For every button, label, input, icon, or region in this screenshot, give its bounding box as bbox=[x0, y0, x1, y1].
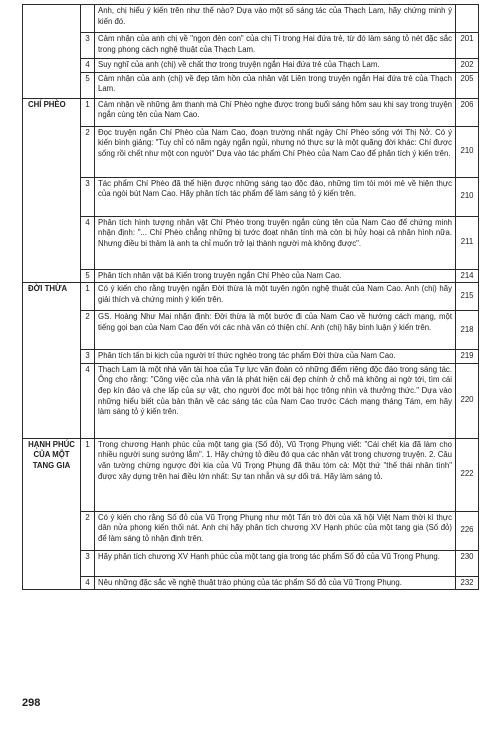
question-number bbox=[81, 5, 95, 33]
question-number: 1 bbox=[81, 98, 95, 126]
table-row bbox=[23, 269, 479, 283]
question-number: 5 bbox=[81, 269, 95, 283]
page-ref: 218 bbox=[456, 311, 479, 350]
question-text: Cảm nhận của anh (chị) về đẹp tâm hồn của nhân vật Liên trong truyện ngắn Hai đứa trẻ của Thạch Lam. bbox=[95, 72, 456, 98]
question-text: Có ý kiến cho rằng Số đỏ của Vũ Trọng Phụng như một Tấn trò đời của xã hội Việt Nam thời kì thực dân nửa phong kiến thối nát. Anh chị hãy phân tích chương XV Hạnh phúc của một tang gia (Số đỏ) để làm sáng tỏ nhận định trên. bbox=[95, 511, 456, 550]
table-row bbox=[23, 438, 479, 511]
table-row bbox=[23, 311, 479, 350]
question-text: Thạch Lam là một nhà văn tài hoa của Tự lực văn đoàn có những điểm riêng độc đáo trong sáng tác. Ông cho rằng: "Công việc của nhà văn là phát hiện cái đẹp chính ở chỗ mà không ai ngờ tới, tìm cái đẹp kín đáo và che lấp của sự vật, cho người đọc một bài học trông nhìn và thưởng thức." Dựa vào những hiểu biết của bản thân về các sáng tác của Nam Cao trước Cách mạng tháng Tám, em hãy làm sáng tỏ ý kiến trên. bbox=[95, 363, 456, 438]
page-ref: 214 bbox=[456, 269, 479, 283]
question-text: Trong chương Hạnh phúc của một tang gia (Số đỏ), Vũ Trọng Phụng viết: "Cái chết kia đã làm cho nhiều người sung sướng lắm". 1. Hãy chứng tỏ điều đó qua các nhân vật trong chương truyện. 2. Câu văn tường chừng ngược đời kia của Vũ Trọng Phụng đã thâu tóm cả: Một thứ "thế thái nhân tình" được xây dựng trên hai điều lớn nhất: Sự tan nhẫn và sự dối trá. Hãy làm sáng tỏ. bbox=[95, 438, 456, 511]
question-text: Suy nghĩ của anh (chị) về chất thơ trong truyện ngắn Hai đứa trẻ của Thạch Lam. bbox=[95, 59, 456, 73]
question-number: 4 bbox=[81, 576, 95, 590]
page-ref: 226 bbox=[456, 511, 479, 550]
table-row bbox=[23, 59, 479, 73]
table-row bbox=[23, 98, 479, 126]
question-number: 3 bbox=[81, 33, 95, 59]
question-text: Hãy phân tích chương XV Hạnh phúc của một tang gia trong tác phẩm Số đỏ của Vũ Trọng Phụng. bbox=[95, 550, 456, 576]
question-number: 4 bbox=[81, 216, 95, 269]
table-row bbox=[23, 363, 479, 438]
page-ref: 201 bbox=[456, 33, 479, 59]
table-row bbox=[23, 72, 479, 98]
table-row bbox=[23, 216, 479, 269]
section-title bbox=[23, 5, 81, 99]
table-row bbox=[23, 126, 479, 177]
question-number: 5 bbox=[81, 72, 95, 98]
page-ref: 232 bbox=[456, 576, 479, 590]
question-number: 1 bbox=[81, 438, 95, 511]
question-text: Tác phẩm Chí Phèo đã thể hiện được những sáng tạo độc đáo, những tìm tòi mới mẻ về hiện thực của ngòi bút Nam Cao. Hãy phân tích tác phẩm để làm sáng tỏ ý kiến trên. bbox=[95, 177, 456, 216]
page-ref: 215 bbox=[456, 283, 479, 311]
table-row bbox=[23, 33, 479, 59]
section-title: CHÍ PHÈO bbox=[23, 98, 81, 283]
table-row bbox=[23, 350, 479, 364]
question-number: 3 bbox=[81, 550, 95, 576]
question-text: Phân tích tấn bi kịch của người trí thức nghèo trong tác phẩm Đời thừa của Nam Cao. bbox=[95, 350, 456, 364]
question-text: Có ý kiến cho rằng truyện ngắn Đời thừa là một tuyên ngôn nghệ thuật của Nam Cao. Anh (chị) hãy giải thích và chứng minh ý kiến trên. bbox=[95, 283, 456, 311]
question-number: 2 bbox=[81, 126, 95, 177]
question-text: Phân tích hình tượng nhân vật Chí Phèo trong truyện ngắn cùng tên của Nam Cao để chứng minh nhận định: "... Chí Phèo chẳng những bị tước đoạt nhân tính mà còn bị hủy hoại cả nhân hình nữa. Nhưng điều bi thảm là anh ta chỉ muốn trở lại thành người mà không được". bbox=[95, 216, 456, 269]
question-number: 4 bbox=[81, 59, 95, 73]
table-row bbox=[23, 283, 479, 311]
table-of-contents bbox=[22, 4, 479, 590]
page-ref: 220 bbox=[456, 363, 479, 438]
section-title: HẠNH PHÚC CỦA MỘT TANG GIA bbox=[23, 438, 81, 590]
question-text: Anh, chị hiểu ý kiến trên như thế nào? Dựa vào một số sáng tác của Thạch Lam, hãy chứng minh ý kiến đó. bbox=[95, 5, 456, 33]
table-row bbox=[23, 576, 479, 590]
question-text: Nêu những đặc sắc về nghệ thuật trào phúng của tác phẩm Số đỏ của Vũ Trọng Phụng. bbox=[95, 576, 456, 590]
page-ref: 210 bbox=[456, 177, 479, 216]
question-number: 3 bbox=[81, 177, 95, 216]
page-ref: 206 bbox=[456, 98, 479, 126]
page-ref: 205 bbox=[456, 72, 479, 98]
question-number: 4 bbox=[81, 363, 95, 438]
question-text: Đọc truyện ngắn Chí Phèo của Nam Cao, đoạn trường nhất ngày Chí Phèo sống với Thị Nở. Có ý kiến bình giảng: "Tuy chỉ có năm ngày ngắn ngủi, nhưng nó thực sự là một quãng đời khác: Chí được sống rồi chết như một con người" Dựa vào tác phẩm Chí Phèo của Nam Cao để phân tích ý kiến trên. bbox=[95, 126, 456, 177]
question-number: 3 bbox=[81, 350, 95, 364]
question-text: Cảm nhận về những âm thanh mà Chí Phèo nghe được trong buổi sáng hôm sau khi say trong truyện ngắn cùng tên của Nam Cao. bbox=[95, 98, 456, 126]
table-row bbox=[23, 5, 479, 33]
page-ref: 202 bbox=[456, 59, 479, 73]
page-ref bbox=[456, 5, 479, 33]
section-title: ĐỜI THỪA bbox=[23, 283, 81, 439]
question-text: Phân tích nhân vật bá Kiến trong truyện ngắn Chí Phèo của Nam Cao. bbox=[95, 269, 456, 283]
page-ref: 210 bbox=[456, 126, 479, 177]
question-text: GS. Hoàng Như Mai nhận định: Đời thừa là một bước đi của Nam Cao về hướng cách mạng, một tiếng gọi bạn của Nam Cao đến với các nhà văn có thiện chí. Anh (chị) hãy bình luận ý kiến trên. bbox=[95, 311, 456, 350]
table-row bbox=[23, 177, 479, 216]
page-ref: 219 bbox=[456, 350, 479, 364]
page-ref: 211 bbox=[456, 216, 479, 269]
question-number: 2 bbox=[81, 311, 95, 350]
table-row bbox=[23, 550, 479, 576]
question-number: 1 bbox=[81, 283, 95, 311]
page-ref: 230 bbox=[456, 550, 479, 576]
page-ref: 222 bbox=[456, 438, 479, 511]
table-row bbox=[23, 511, 479, 550]
question-number: 2 bbox=[81, 511, 95, 550]
question-text: Cảm nhận của anh chị về "ngọn đèn con" của chị Tí trong Hai đứa trẻ, từ đó làm sáng tỏ nét đặc sắc trong phong cách nghệ thuật của Thạch Lam. bbox=[95, 33, 456, 59]
page-number: 298 bbox=[22, 697, 41, 709]
